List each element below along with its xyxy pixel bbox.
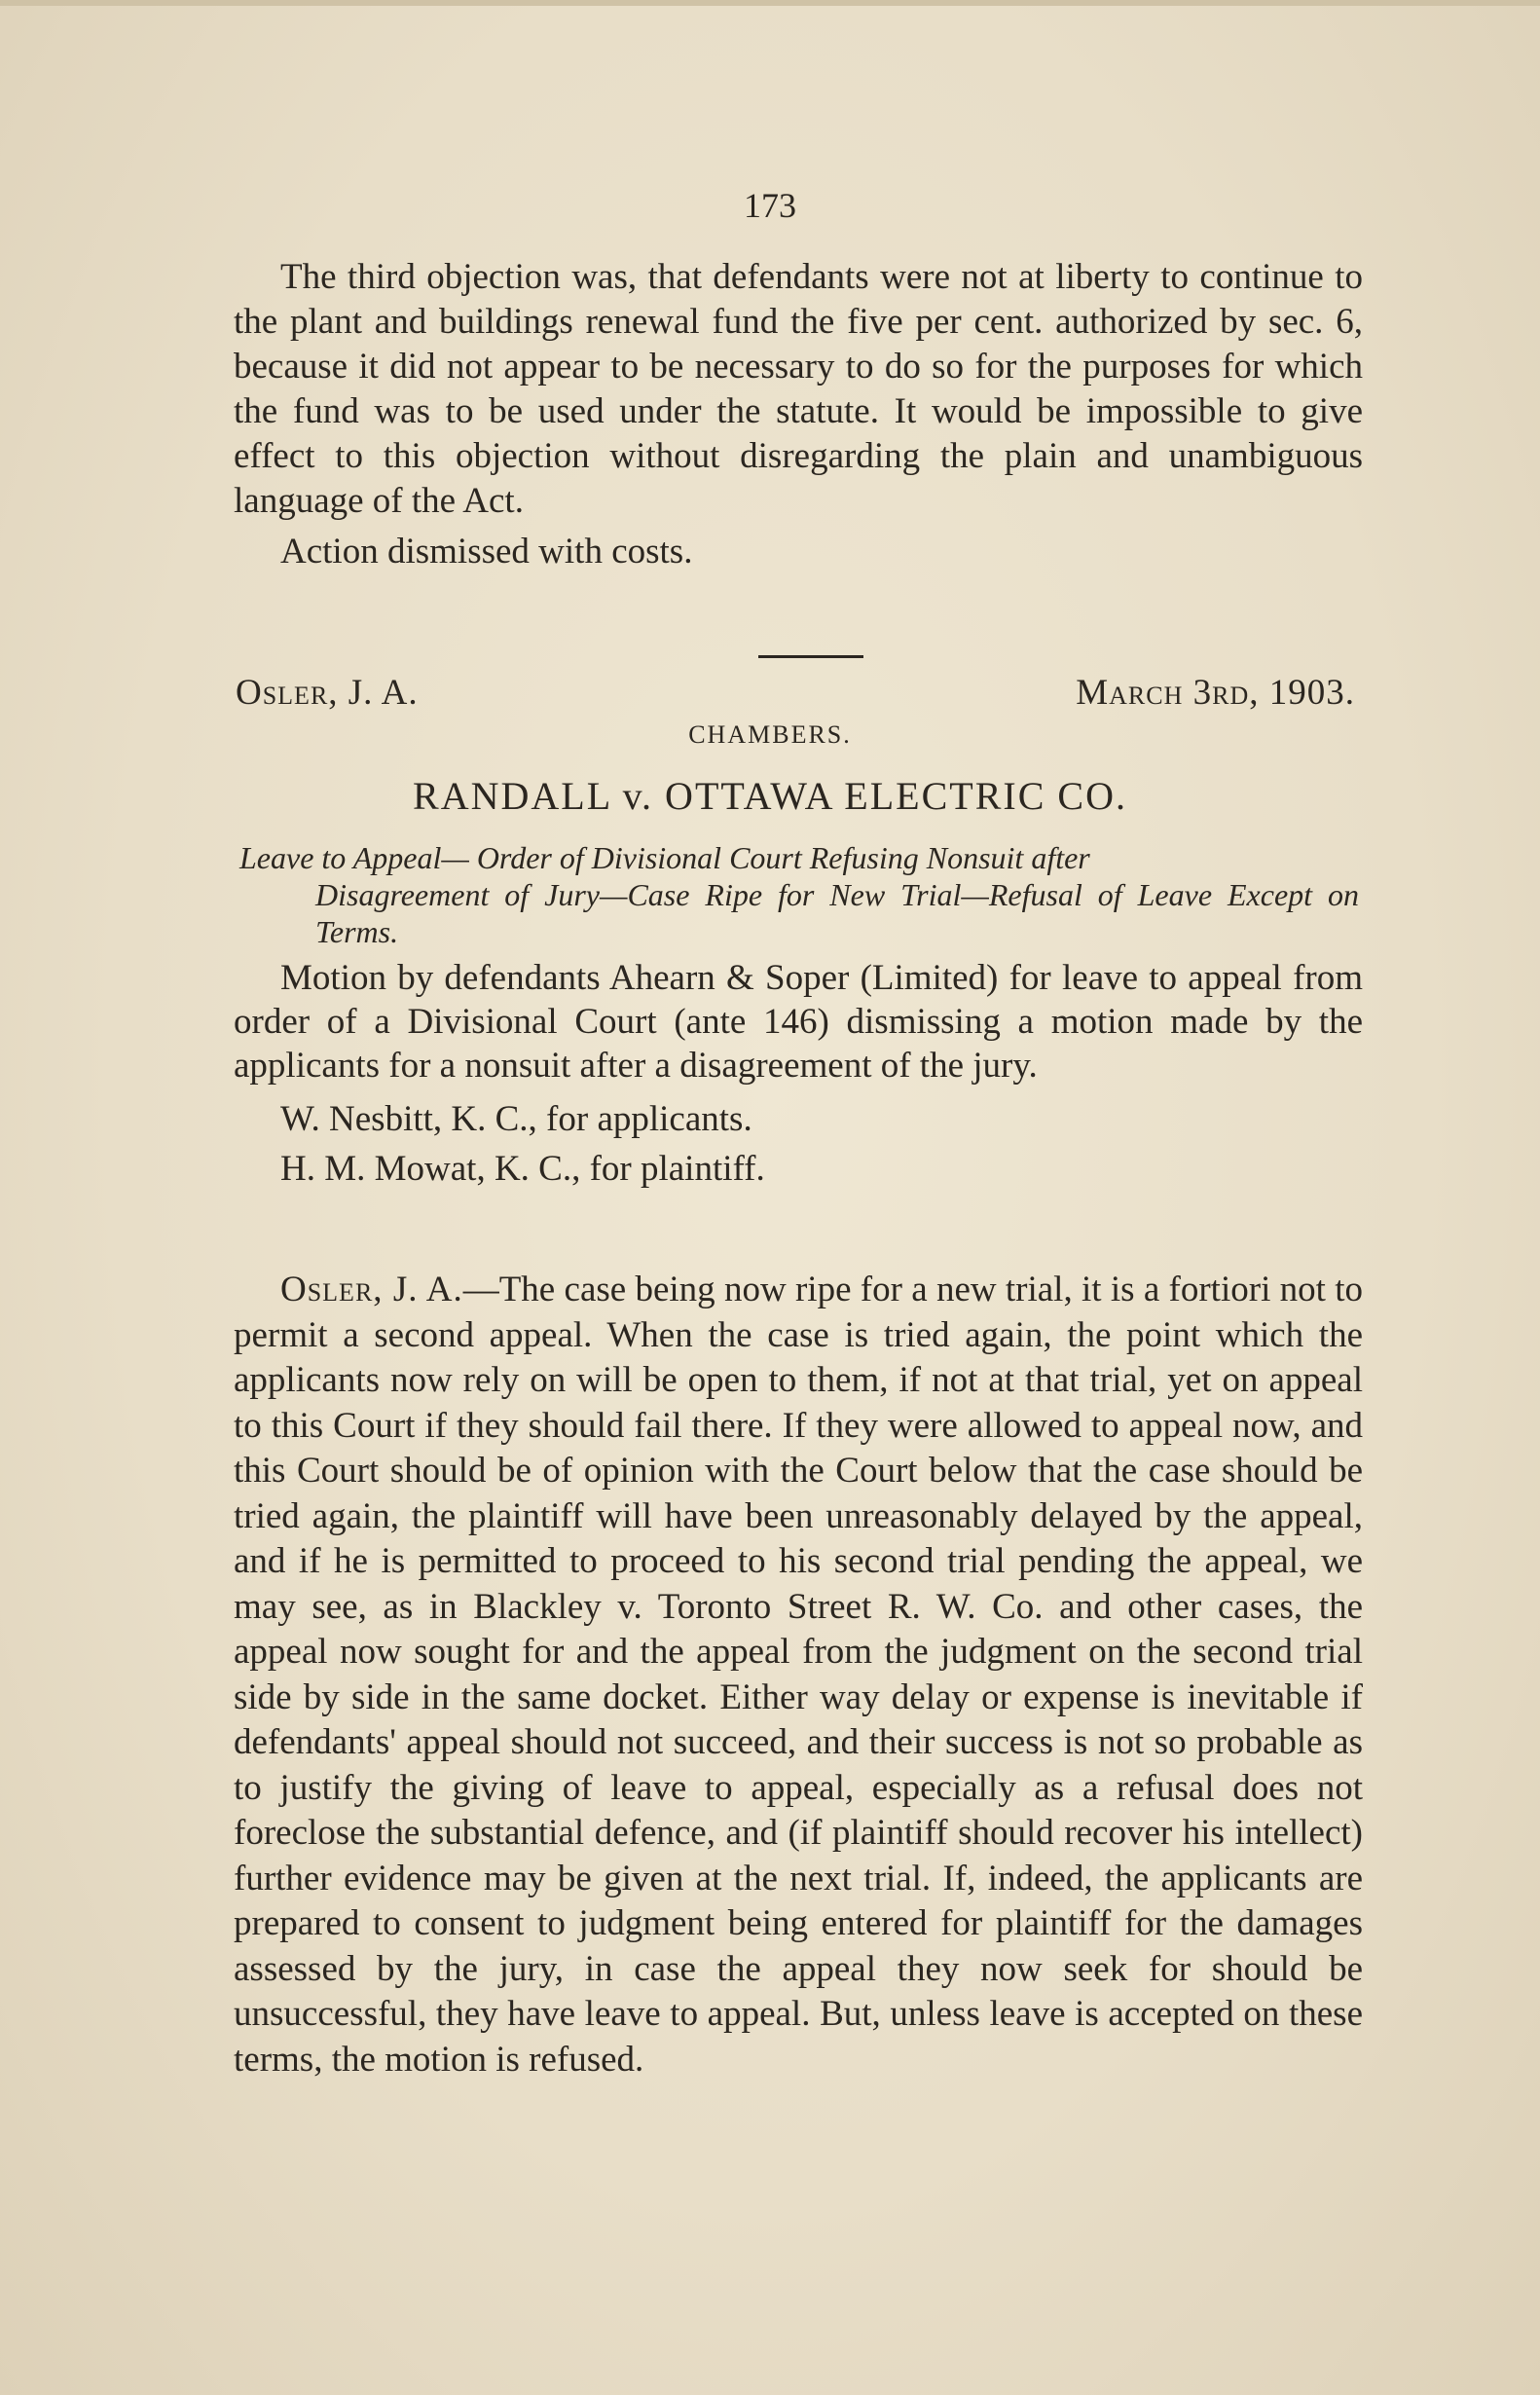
judgment-judge: Osler, J. A.: [280, 1270, 463, 1309]
motion-paragraph: Motion by defendants Ahearn & Soper (Limited) for leave to appeal from order of a Divisional Court (ante 146) dismissing a motion made by the applicants for a nonsuit after a disagreement of the jury.: [234, 958, 1363, 1086]
counsel-plaintiff: H. M. Mowat, K. C., for plaintiff.: [280, 1149, 765, 1189]
court-label: CHAMBERS.: [688, 720, 852, 749]
headnote-continuation: Disagreement of Jury—Case Ripe for New Trial—Refusal of Leave Except on Terms.: [315, 877, 1359, 949]
judgment-text: —The case being now ripe for a new trial, it is a fortiori not to permit a second appeal. When the case is tried again, the point which the applicants now rely on will be open to them, if not at that trial, yet on appeal to this Court if they should fail there. If they were allowed to appeal now, and this Court should be of opinion with the Court below that the case should be tried again, the plaintiff will have been unreasonably delayed by the appeal, and if he is permitted to proceed to his second trial pending the appeal, we may see, as in Blackley v. Toronto Street R. W. Co. and other cases, the appeal now sought for and the appeal from the judgment on the second trial side by side in the same docket. Either way delay or expense is inevitable if defendants' appeal should not succeed, and their success is not so probable as to justify the giving of leave to appeal, especially as a refusal does not foreclose the substantial defence, and (if plaintiff should recover his intellect) further evidence may be given at the next trial. If, indeed, the applicants are prepared to consent to judgment being entered for plaintiff for the damages assessed by the jury, in case the appeal they now seek for should be unsuccessful, they have leave to appeal. But, unless leave is accepted on these terms, the motion is refused.: [234, 1270, 1363, 2080]
counsel-applicants: W. Nesbitt, K. C., for applicants.: [280, 1099, 752, 1139]
section-divider: [758, 655, 863, 658]
page-top-edge: [0, 0, 1540, 6]
motion-section: [234, 956, 1363, 1191]
case-date: March 3rd, 1903.: [1076, 673, 1355, 713]
objection-paragraph: The third objection was, that defendants were not at liberty to continue to the plant and buildings renewal fund the five per cent. authorized by sec. 6, because it did not appear to be necessary to do so for the purposes for which the fund was to be used under the statute. It would be impossible to give effect to this objection without disregarding the plain and unambiguous language of the Act.: [234, 257, 1363, 521]
case-title: RANDALL v. OTTAWA ELECTRIC CO.: [413, 774, 1127, 818]
judgment-paragraph: [234, 1268, 1363, 2082]
headnote: [239, 839, 1359, 950]
disposition-paragraph: Action dismissed with costs.: [280, 532, 693, 571]
page-number: 173: [744, 186, 796, 225]
opening-section: [234, 255, 1363, 574]
headnote-first-line: Leave to Appeal— Order of Divisional Court Refusing Nonsuit after: [239, 840, 1090, 875]
judgment-section: [234, 1268, 1363, 2082]
case-judge: Osler, J. A.: [236, 673, 419, 713]
